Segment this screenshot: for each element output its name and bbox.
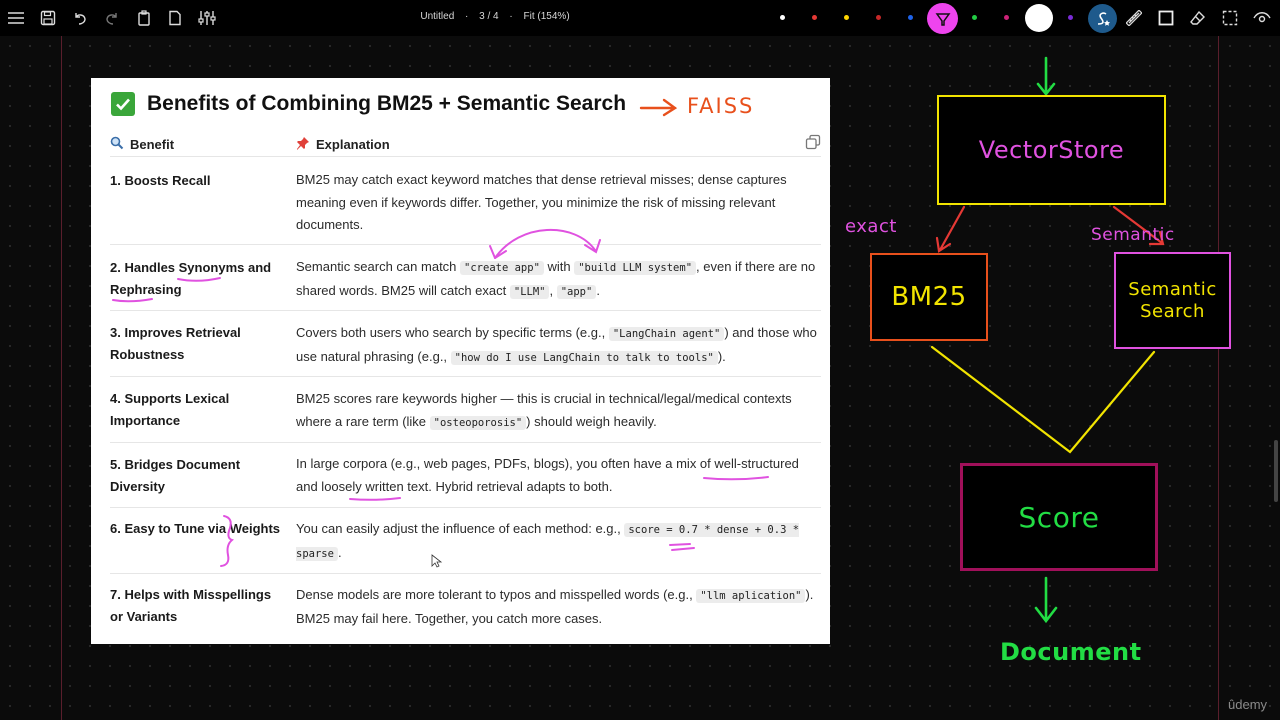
semantic-search-box[interactable] xyxy=(1114,252,1231,349)
explanation-text: with xyxy=(543,259,575,274)
score-label: Score xyxy=(1018,500,1100,534)
row-divider xyxy=(110,573,821,574)
explanation-text: Covers both users who search by specific terms (e.g., xyxy=(296,325,609,340)
exact-label: exact xyxy=(845,216,897,237)
explanation-text: Dense models are more tolerant to typos and misspelled words (e.g., xyxy=(296,587,697,602)
bm25-box[interactable] xyxy=(870,253,988,341)
inline-code: "how do I use LangChain to talk to tools" xyxy=(451,351,718,365)
inline-code: "llm aplication" xyxy=(696,589,805,603)
benefit-cell: 2. Handles Synonyms and Rephrasing xyxy=(110,260,272,297)
explanation-text: ) should weigh heavily. xyxy=(526,413,657,429)
explanation-text: ). BM25 may fail here. Together, you catch more cases. xyxy=(296,587,814,626)
vectorstore-label: VectorStore xyxy=(978,136,1125,164)
inline-code: "LLM" xyxy=(510,285,550,299)
separator: · xyxy=(509,11,513,22)
explanation-text: Semantic search can match xyxy=(296,259,461,274)
score-box[interactable] xyxy=(960,463,1158,571)
inline-code: "LangChain agent" xyxy=(609,327,724,341)
inline-code: "create app" xyxy=(460,261,544,275)
eye-icon[interactable] xyxy=(1252,8,1272,28)
document-title: Untitled xyxy=(420,11,455,22)
pasted-table-card[interactable] xyxy=(91,78,830,644)
color-swatch-magenta[interactable] xyxy=(1004,15,1009,20)
color-swatch-green[interactable] xyxy=(972,15,977,20)
benefit-cell: 3. Improves Retrieval Robustness xyxy=(110,325,241,362)
inline-code: "osteoporosis" xyxy=(430,416,527,430)
explanation-text: . xyxy=(596,282,600,298)
explanation-cell xyxy=(296,322,821,369)
page-indicator[interactable]: 3 / 4 xyxy=(479,11,499,22)
page-margin-left xyxy=(61,36,62,720)
explanation-text: ) and those who use natural phrasing (e.g., xyxy=(296,325,817,364)
explanation-text: , even if there are no shared words. BM25 will catch exact xyxy=(296,259,816,298)
ruler-icon[interactable] xyxy=(1124,8,1144,28)
explanation-text: In large corpora (e.g., web pages, PDFs, blogs), you often have a mix of well-structured and loosely written text. Hybrid retrieval adapts to both. xyxy=(296,456,799,494)
inline-code: "build LLM system" xyxy=(574,261,696,275)
benefit-cell: 4. Supports Lexical Importance xyxy=(110,391,230,428)
pushpin-icon xyxy=(296,136,310,153)
color-swatch-yellow[interactable] xyxy=(844,15,849,20)
separator: · xyxy=(465,11,469,22)
inline-code: score = 0.7 * dense + 0.3 * sparse xyxy=(296,524,800,560)
copy-icon[interactable] xyxy=(805,134,821,150)
explanation-cell xyxy=(296,584,821,630)
row-divider xyxy=(110,442,821,443)
check-mark-icon xyxy=(111,92,135,116)
lasso-icon[interactable] xyxy=(1220,8,1240,28)
highlighter-icon[interactable] xyxy=(927,3,958,34)
explanation-cell xyxy=(296,388,821,434)
explanation-text: BM25 scores rare keywords higher — this is crucial in technical/legal/medical contexts where a rare term (like xyxy=(296,391,792,429)
card-title-text: Benefits of Combining BM25 + Semantic Search xyxy=(147,92,627,115)
color-swatch-white[interactable] xyxy=(780,15,785,20)
explanation-text: BM25 may catch exact keyword matches that dense retrieval misses; dense captures meaning even if keywords differ. Together, you minimize the risk of missing relevant documents. xyxy=(296,172,787,232)
zoom-indicator[interactable]: Fit (154%) xyxy=(523,11,570,22)
row-divider xyxy=(110,376,821,377)
color-swatch-darkred[interactable] xyxy=(876,15,881,20)
document-label: Document xyxy=(1000,638,1142,666)
top-toolbar xyxy=(0,0,1280,36)
inline-code: "app" xyxy=(557,285,597,299)
column-header-benefit xyxy=(110,136,174,153)
color-swatch-large-white[interactable] xyxy=(1025,4,1053,32)
card-title xyxy=(111,90,626,118)
bm25-label: BM25 xyxy=(891,282,967,312)
explanation-cell xyxy=(296,256,821,303)
explanation-text: . xyxy=(337,544,342,560)
explanation-text: ). xyxy=(717,348,726,364)
page-margin-right xyxy=(1218,36,1219,720)
rectangle-icon[interactable] xyxy=(1156,8,1176,28)
explanation-cell xyxy=(296,169,821,237)
column-header-benefit-label: Benefit xyxy=(130,137,175,152)
column-header-explanation-label: Explanation xyxy=(316,137,390,152)
color-swatch-purple[interactable] xyxy=(1068,15,1073,20)
faiss-annotation: FAISS xyxy=(687,94,755,118)
vertical-scrollbar[interactable] xyxy=(1274,440,1278,502)
udemy-watermark: ûdemy xyxy=(1228,697,1268,712)
semantic-search-label-line1: Semantic xyxy=(1128,278,1217,300)
benefit-cell: 6. Easy to Tune via Weights xyxy=(110,521,281,536)
benefit-cell: 1. Boosts Recall xyxy=(110,173,211,188)
shapes-icon[interactable] xyxy=(1088,4,1117,33)
benefit-cell: 5. Bridges Document Diversity xyxy=(110,457,241,494)
magnifier-icon xyxy=(110,136,124,153)
color-swatch-red[interactable] xyxy=(812,15,817,20)
eraser-icon[interactable] xyxy=(1188,8,1208,28)
column-header-explanation xyxy=(296,136,390,153)
row-divider xyxy=(110,507,821,508)
explanation-text: , xyxy=(549,282,557,298)
benefit-cell: 7. Helps with Misspellings or Variants xyxy=(110,587,272,624)
semantic-label: Semantic xyxy=(1091,225,1175,245)
color-swatch-blue[interactable] xyxy=(908,15,913,20)
row-divider xyxy=(110,310,821,311)
explanation-text: You can easily adjust the influence of each method: e.g., xyxy=(296,521,625,536)
row-divider xyxy=(110,244,821,245)
vectorstore-box[interactable] xyxy=(937,95,1166,205)
row-divider xyxy=(110,156,821,157)
semantic-search-label-line2: Search xyxy=(1140,300,1205,322)
explanation-cell xyxy=(296,453,821,498)
document-status xyxy=(0,11,990,22)
explanation-cell xyxy=(296,518,821,565)
